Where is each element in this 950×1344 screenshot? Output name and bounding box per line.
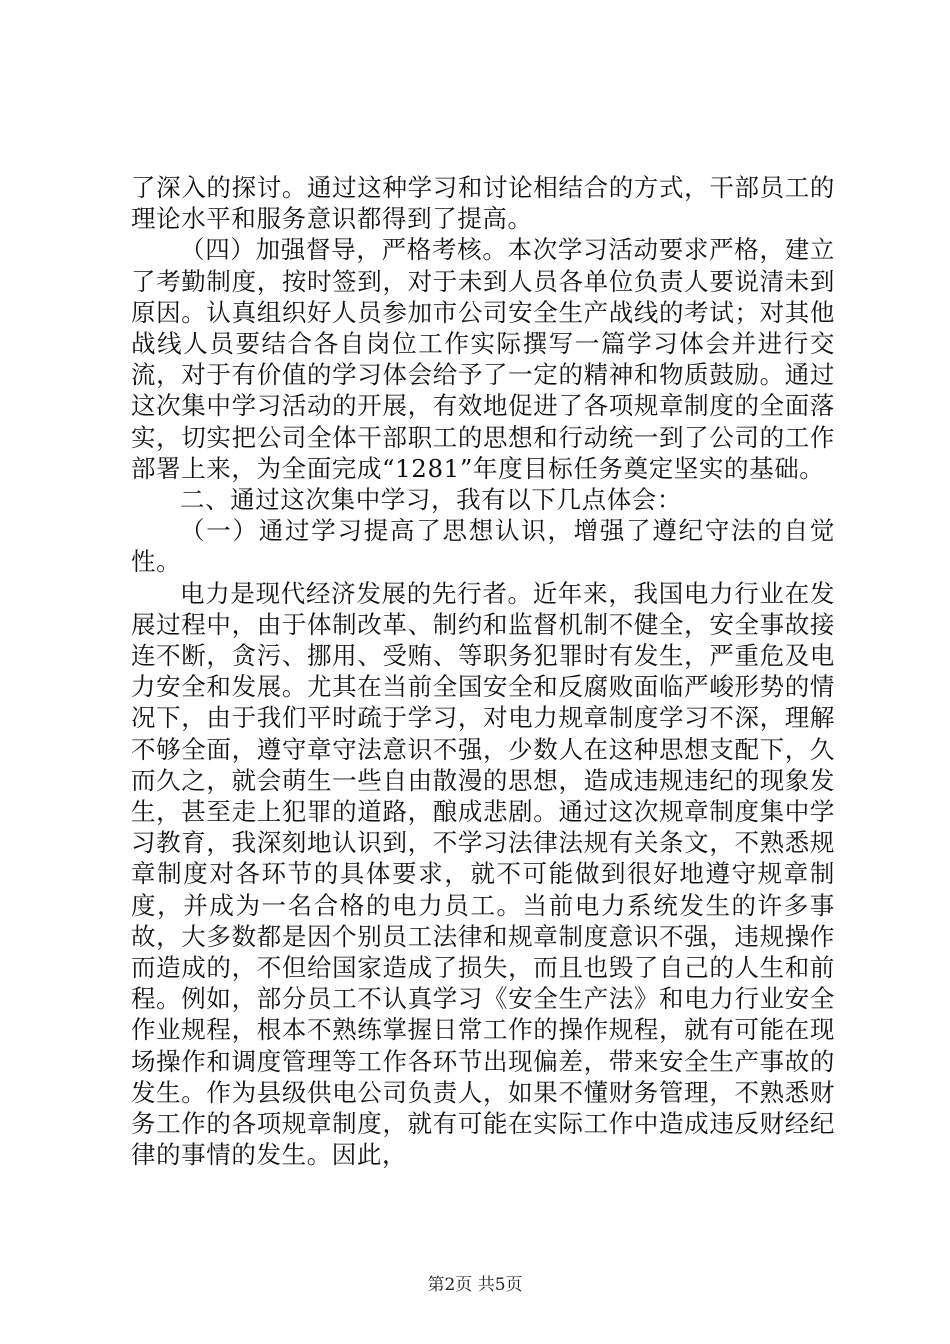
- document-body: [131, 172, 835, 1171]
- paragraph-continuation: 了深入的探讨。通过这种学习和讨论相结合的方式，干部员工的理论水平和服务意识都得到了提高。: [131, 173, 835, 234]
- paragraph-power-industry: 电力是现代经济发展的先行者。近年来，我国电力行业在发展过程中，由于体制改革、制约和监督机制不健全，安全事故接连不断，贪污、挪用、受贿、等职务犯罪时有发生，严重危及电力安全和发展。尤其在当前全国安全和反腐败面临严峻形势的情况下，由于我们平时疏于学习，对电力规章制度学习不深，理解不够全面，遵守章守法意识不强，少数人在这种思想支配下，久而久之，就会萌生一些自由散漫的思想，造成违规违纪的现象发生，甚至走上犯罪的道路，酿成悲剧。通过这次规章制度集中学习教育，我深刻地认识到，不学习法律法规有关条文，不熟悉规章制度对各环节的具体要求，就不可能做到很好地遵守规章制度，并成为一名合格的电力员工。当前电力系统发生的许多事故，大多数都是因个别员工法律和规章制度意识不强，违规操作而造成的，不但给国家造成了损失，而且也毁了自己的人生和前程。例如，部分员工不认真学习《安全生产法》和电力行业安全作业规程，根本不熟练掌握日常工作的操作规程，就有可能在现场操作和调度管理等工作各环节出现偏差，带来安全生产事故的发生。作为县级供电公司负责人，如果不懂财务管理，不熟悉财务工作的各项规章制度，就有可能在实际工作中造成违反财经纪律的事情的发生。因此，: [131, 578, 835, 1170]
- paragraph-supervision: （四）加强督导，严格考核。本次学习活动要求严格，建立了考勤制度，按时签到，对于未到人员各单位负责人要说清未到原因。认真组织好人员参加市公司安全生产战线的考试；对其他战线人员要结合各自岗位工作实际撰写一篇学习体会并进行交流，对于有价值的学习体会给予了一定的精神和物质鼓励。通过这次集中学习活动的开展，有效地促进了各项规章制度的全面落实，切实把公司全体干部职工的思想和行动统一到了公司的工作部署上来，为全面完成“1281”年度目标任务奠定坚实的基础。: [131, 235, 835, 483]
- section-heading-two: 二、通过这次集中学习，我有以下几点体会：: [180, 485, 682, 515]
- page-footer: 第2页 共5页: [427, 1275, 523, 1295]
- subsection-heading-one: （一）通过学习提高了思想认识，增强了遵纪守法的自觉性。: [131, 516, 835, 577]
